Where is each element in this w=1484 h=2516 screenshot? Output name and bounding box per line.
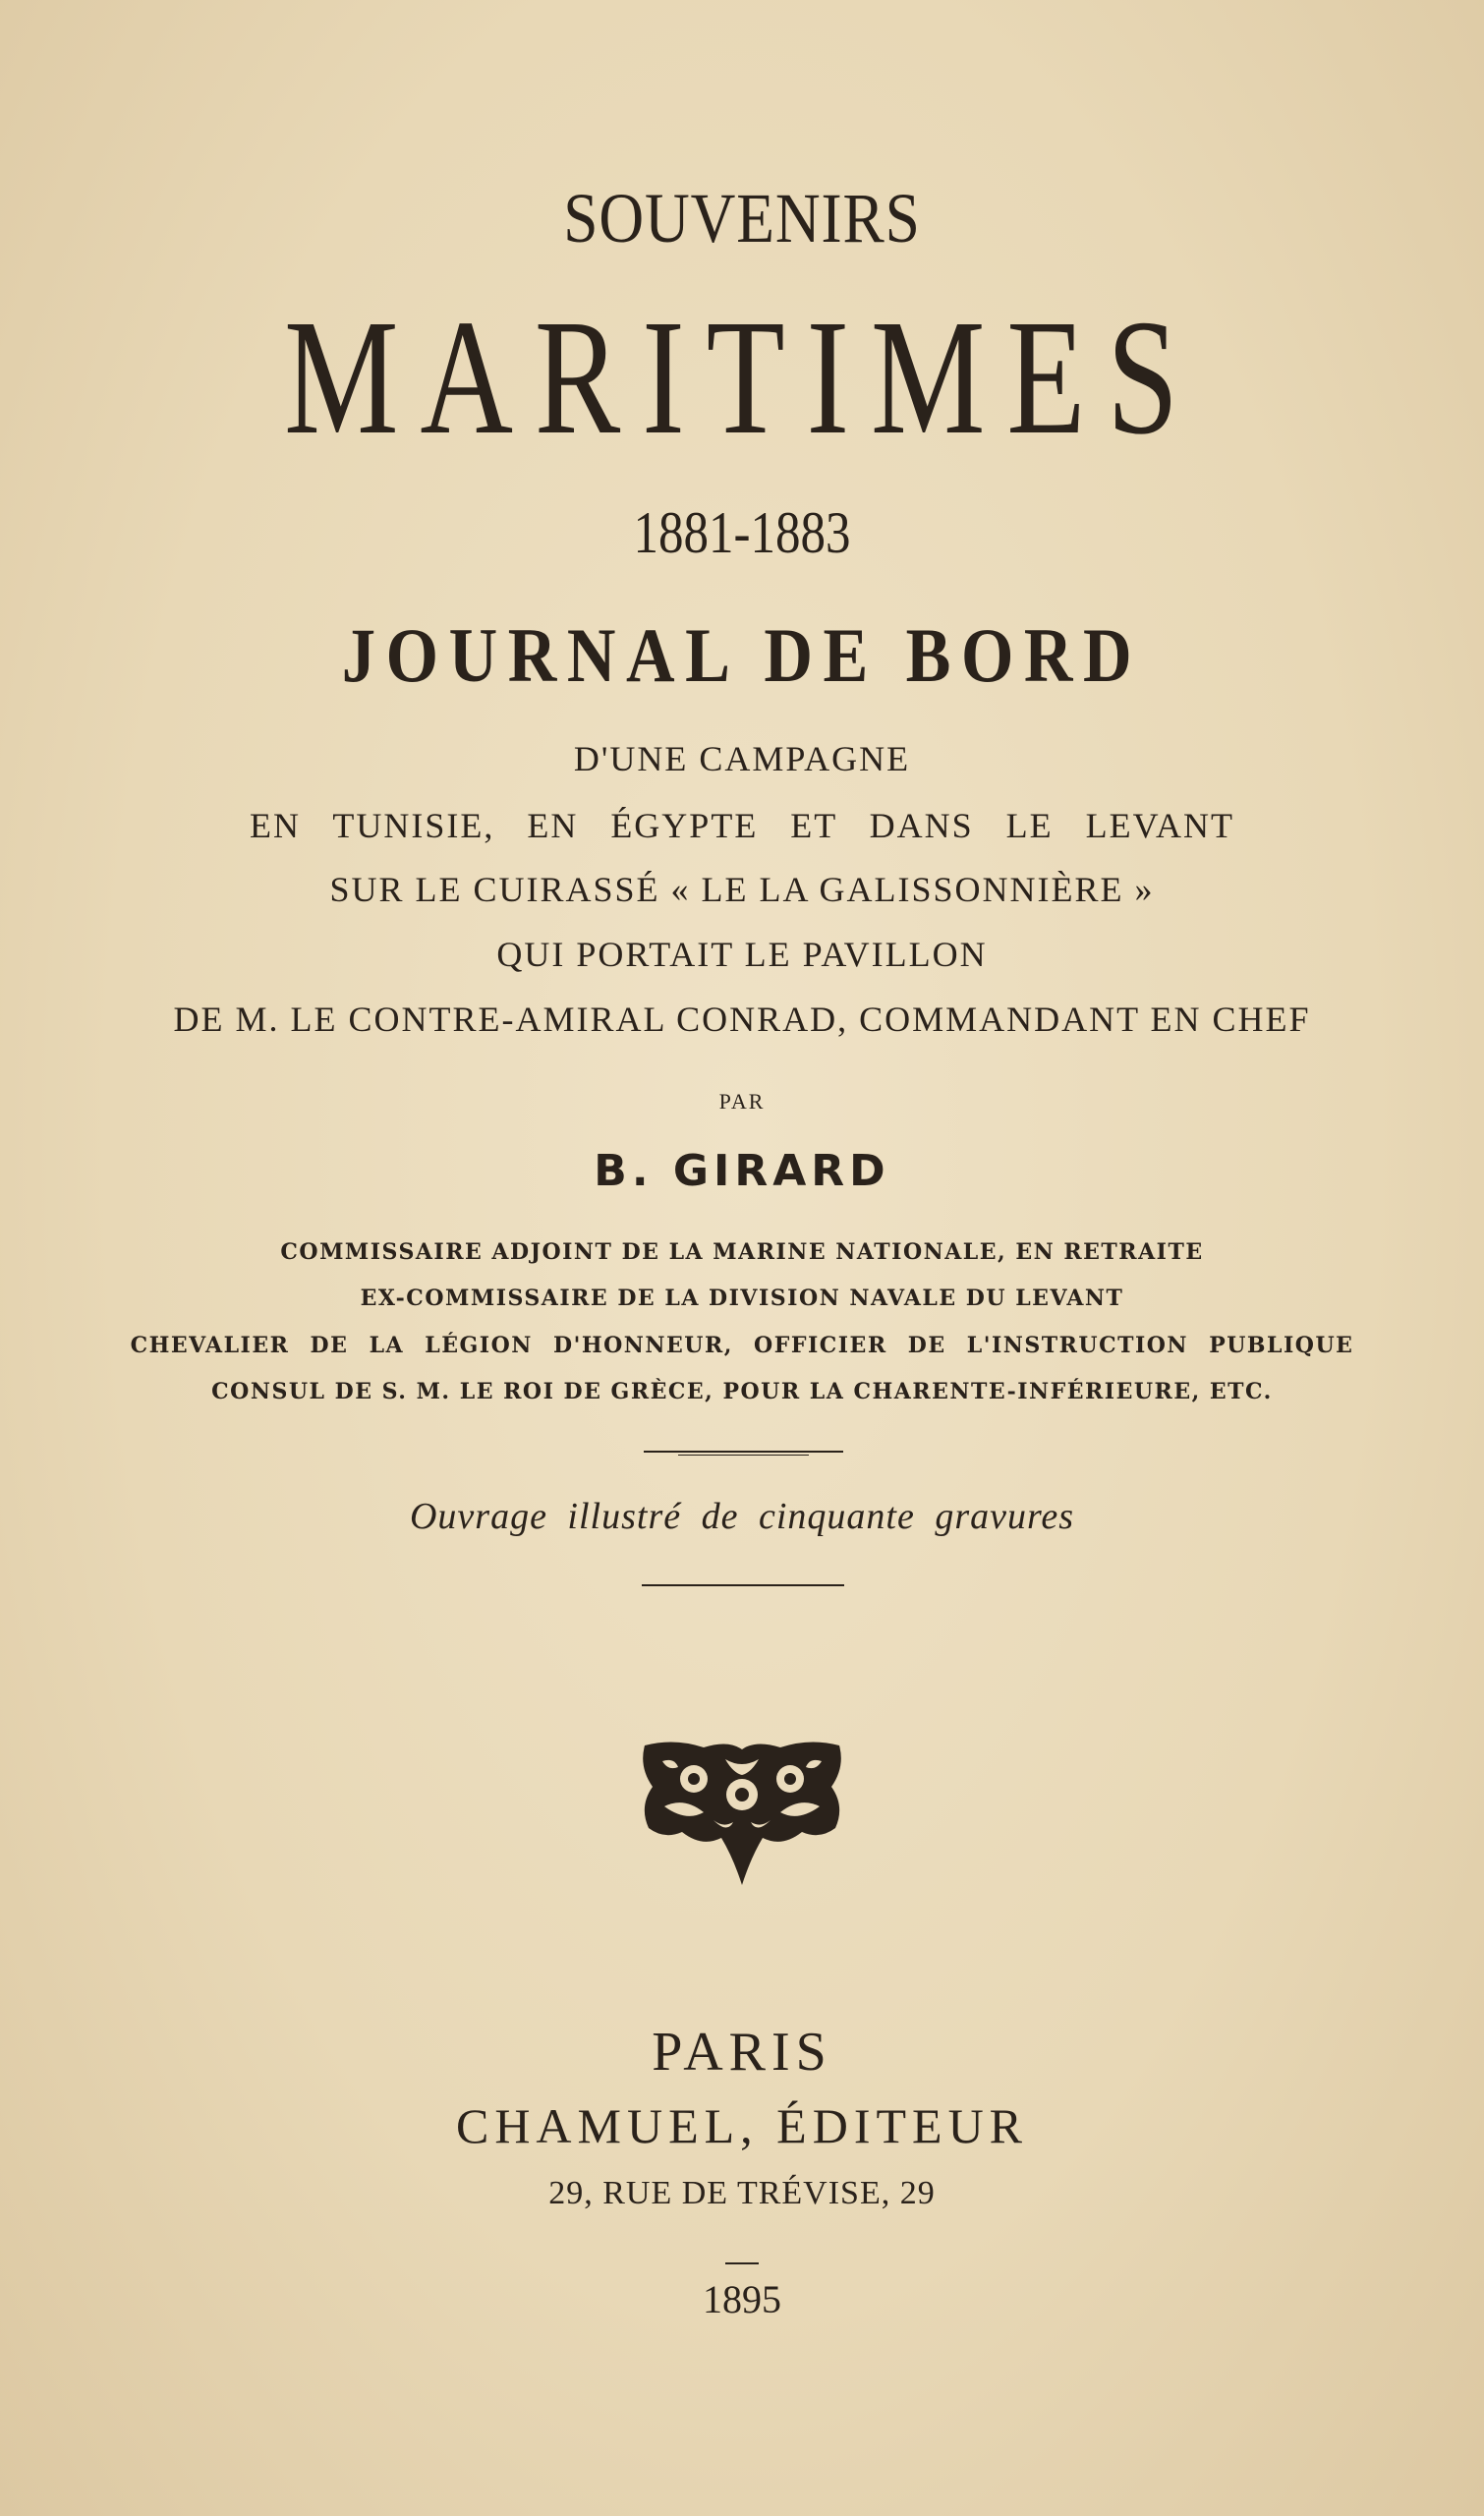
- description-line: EN TUNISIE, EN ÉGYPTE ET DANS LE LEVANT: [250, 806, 1234, 845]
- illustration-note: Ouvrage illustré de cinquante gravures: [409, 1496, 1075, 1537]
- by-label: PAR: [718, 1089, 766, 1114]
- series-heading: SOUVENIRS: [563, 179, 921, 257]
- publication-city: PARIS: [652, 2022, 832, 2083]
- author-name: B. GIRARD: [594, 1146, 890, 1196]
- description-line: QUI PORTAIT LE PAVILLON: [496, 935, 988, 974]
- author-credential: COMMISSAIRE ADJOINT DE LA MARINE NATIONALE, EN RETRAITE: [280, 1239, 1204, 1265]
- publication-year: 1895: [703, 2277, 781, 2321]
- publisher-address: 29, RUE DE TRÉVISE, 29: [548, 2175, 936, 2211]
- author-credential: CONSUL DE S. M. LE ROI DE GRÈCE, POUR LA CHARENTE-INFÉRIEURE, ETC.: [211, 1379, 1273, 1404]
- description-line: D'UNE CAMPAGNE: [573, 739, 911, 778]
- book-title: MARITIMES: [284, 286, 1200, 469]
- divider-rule: [642, 1584, 844, 1586]
- divider-rule: [725, 2262, 759, 2264]
- author-credential: CHEVALIER DE LA LÉGION D'HONNEUR, OFFICIER DE L'INSTRUCTION PUBLIQUE: [130, 1333, 1354, 1358]
- subtitle: JOURNAL DE BORD: [341, 612, 1143, 698]
- description-line: DE M. LE CONTRE-AMIRAL CONRAD, COMMANDANT EN CHEF: [173, 1000, 1311, 1039]
- divider-rule: [678, 1455, 809, 1456]
- divider-rule: [644, 1451, 843, 1453]
- author-credential: EX-COMMISSAIRE DE LA DIVISION NAVALE DU LEVANT: [360, 1286, 1124, 1311]
- publisher-name: CHAMUEL, ÉDITEUR: [455, 2098, 1029, 2153]
- years-range: 1881-1883: [633, 500, 851, 565]
- fleuron-ornament-icon: [635, 1738, 849, 1885]
- description-line: SUR LE CUIRASSÉ « LE LA GALISSONNIÈRE »: [329, 870, 1155, 909]
